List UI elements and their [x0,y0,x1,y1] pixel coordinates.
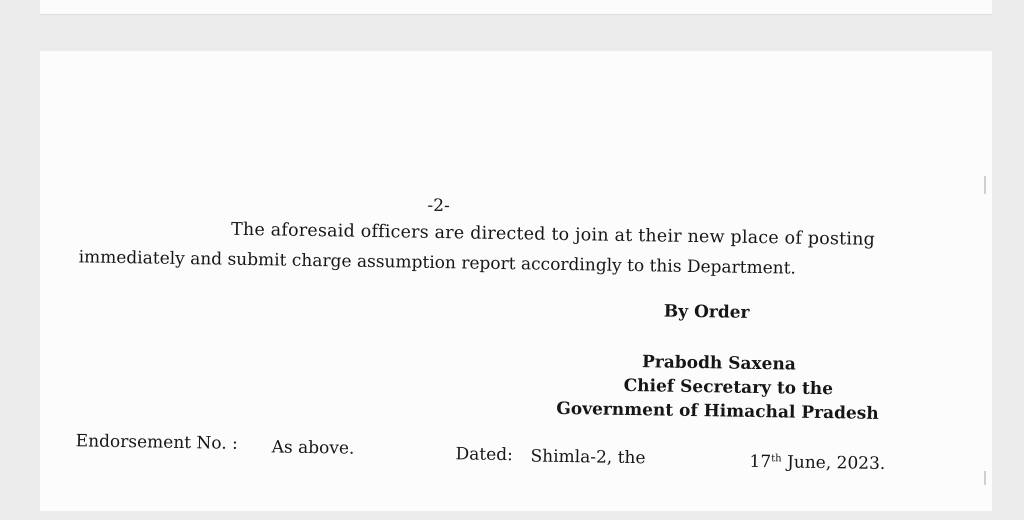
date-suffix: th [771,453,782,465]
previous-page-bottom [40,0,992,15]
document-body [37,45,996,520]
endorsement-label: Endorsement No. : [75,431,238,454]
dated-label: Dated: [455,444,514,466]
paragraph-line-1: The aforesaid officers are directed to join at their new place of posting [230,219,876,250]
date-value [749,452,885,474]
paragraph-line-2: immediately and submit charge assumption report accordingly to this Department. [78,247,797,279]
date-day: 17 [749,451,772,473]
endorsement-value: As above. [271,437,355,459]
dated-place: Shimla-2, the [530,446,646,469]
signatory-organization: Government of Himachal Pradesh [556,398,879,424]
signatory-name: Prabodh Saxena [641,352,796,375]
document-page [40,51,992,511]
page-number: -2- [427,195,450,217]
by-order: By Order [663,301,750,323]
signatory-title: Chief Secretary to the [623,375,834,400]
date-month-year: June, 2023. [781,452,886,475]
